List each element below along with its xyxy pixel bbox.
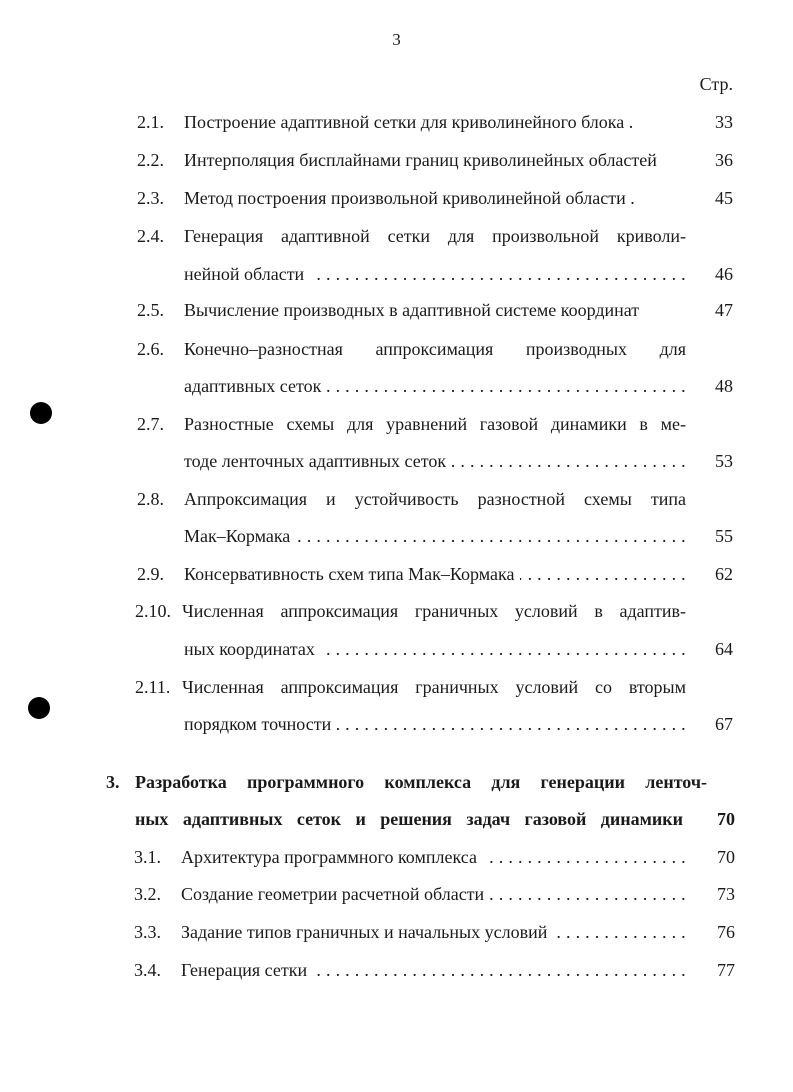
section-number: 3.1. — [134, 847, 161, 867]
section-title-cont: адаптивных сеток . . . — [184, 376, 686, 397]
toc-entry-2-1 — [0, 112, 793, 138]
section-title: Создание геометрии расчетной области . . . — [181, 884, 686, 905]
toc-entry-2-5 — [0, 300, 793, 326]
page-number: 3 — [392, 30, 401, 49]
section-number: 3.2. — [134, 884, 161, 904]
page-ref: 62 — [715, 564, 733, 584]
toc-entry-3-1 — [0, 847, 793, 873]
section-title: Разностные схемы для уравнений газовой динамики в ме- — [184, 414, 686, 434]
page-ref: 48 — [715, 376, 733, 396]
section-title-cont: порядком точности . . . — [184, 714, 686, 735]
page-ref: 33 — [715, 112, 733, 132]
toc-entry-2-7-cont — [0, 451, 793, 477]
section-number: 3.4. — [134, 960, 161, 980]
binding-hole-mark — [30, 402, 52, 424]
toc-entry-2-11-cont — [0, 714, 793, 740]
chapter-title: Разработка программного комплекса для генерации ленточ- — [135, 772, 707, 792]
toc-chapter-3-cont — [0, 809, 793, 835]
page-ref: 36 — [715, 150, 733, 170]
section-number: 2.8. — [137, 489, 164, 509]
section-title: Конечно–разностная аппроксимация производных для — [184, 339, 686, 359]
toc-entry-2-4 — [0, 226, 793, 252]
section-title: Численная аппроксимация граничных условий со вторым — [182, 677, 686, 697]
section-number: 2.5. — [137, 300, 164, 320]
toc-entry-2-6 — [0, 339, 793, 365]
page-ref: 64 — [715, 639, 733, 659]
page-ref: 53 — [715, 451, 733, 471]
chapter-number: 3. — [106, 772, 120, 792]
section-number: 2.3. — [137, 188, 164, 208]
toc-entry-2-10 — [0, 601, 793, 627]
page-column-header: Стр. — [699, 74, 733, 94]
page-ref: 45 — [715, 188, 733, 208]
page-ref: 76 — [717, 922, 735, 942]
page-ref: 77 — [717, 960, 735, 980]
toc-entry-2-3 — [0, 188, 793, 214]
toc-entry-3-4 — [0, 960, 793, 986]
section-title-cont: ных координатах . . . — [184, 639, 686, 660]
section-title: Построение адаптивной сетки для криволинейного блока . — [184, 112, 634, 132]
toc-entry-2-8 — [0, 489, 793, 515]
toc-entry-3-3 — [0, 922, 793, 948]
section-title: Численная аппроксимация граничных условий в адаптив- — [182, 601, 686, 621]
toc-entry-2-11 — [0, 677, 793, 703]
section-number: 2.11. — [135, 677, 171, 697]
section-number: 2.10. — [135, 601, 171, 621]
toc-entry-2-6-cont — [0, 376, 793, 402]
section-title: Консервативность схем типа Мак–Кормака . . . — [184, 564, 686, 585]
section-title: Интерполяция бисплайнами границ криволинейных областей — [184, 150, 657, 170]
section-title: Метод построения произвольной криволинейной области . — [184, 188, 635, 208]
section-number: 3.3. — [134, 922, 161, 942]
section-number: 2.9. — [137, 564, 164, 584]
section-title: Задание типов граничных и начальных условий . . . — [181, 922, 686, 943]
page-ref: 70 — [717, 809, 735, 829]
toc-entry-2-7 — [0, 414, 793, 440]
binding-hole-mark — [28, 697, 50, 719]
section-title: Генерация сетки . . . — [181, 960, 686, 981]
section-title: Генерация адаптивной сетки для произвольной криволи- — [184, 226, 686, 246]
toc-chapter-3 — [0, 772, 793, 798]
page-ref: 73 — [717, 884, 735, 904]
toc-entry-3-2 — [0, 884, 793, 910]
section-title: Архитектура программного комплекса . . . — [181, 847, 686, 868]
section-title: Аппроксимация и устойчивость разностной схемы типа — [184, 489, 686, 509]
section-number: 2.7. — [137, 414, 164, 434]
section-title: Вычисление производных в адаптивной системе координат — [184, 300, 640, 320]
section-title-cont: нейной области . . . — [184, 264, 686, 285]
page-ref: 47 — [715, 300, 733, 320]
page-ref: 70 — [717, 847, 735, 867]
toc-entry-2-8-cont — [0, 526, 793, 552]
page-ref: 67 — [715, 714, 733, 734]
page-ref: 55 — [715, 526, 733, 546]
section-number: 2.6. — [137, 339, 164, 359]
toc-entry-2-10-cont — [0, 639, 793, 665]
section-number: 2.4. — [137, 226, 164, 246]
section-number: 2.2. — [137, 150, 164, 170]
chapter-title-cont: ных адаптивных сеток и решения задач газовой динамики — [135, 809, 683, 829]
toc-entry-2-9 — [0, 564, 793, 590]
toc-entry-2-4-cont — [0, 264, 793, 290]
section-title-cont: тоде ленточных адаптивных сеток . . . — [184, 451, 686, 472]
section-number: 2.1. — [137, 112, 164, 132]
page-ref: 46 — [715, 264, 733, 284]
toc-entry-2-2 — [0, 150, 793, 176]
section-title-cont: Мак–Кормака . . . — [184, 526, 686, 547]
